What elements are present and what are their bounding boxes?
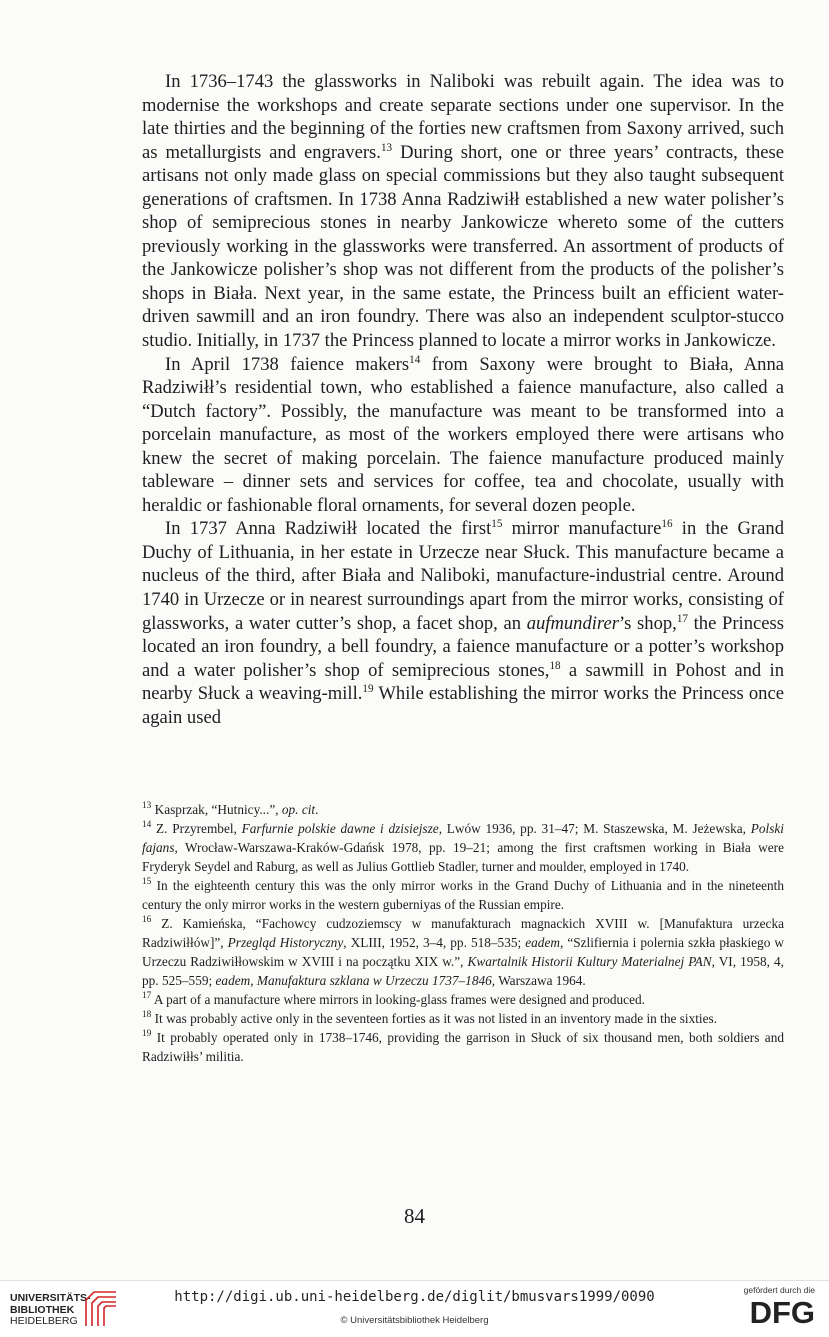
main-text bbox=[142, 70, 784, 729]
footnote-ref-15[interactable]: 15 bbox=[491, 518, 503, 531]
footnote-17: $^{17}$ A part of a manufacture where mirrors in looking-glass frames were designed and produced. bbox=[142, 991, 645, 1007]
funding-note: gefördert durch die bbox=[743, 1285, 815, 1295]
footnote-ref-14[interactable]: 14 bbox=[409, 353, 421, 366]
dfg-logo[interactable]: DFG bbox=[749, 1295, 815, 1330]
footnote-ref-16[interactable]: 16 bbox=[661, 518, 673, 531]
footnote-16: $^{16}$ Z. Kamieńska, “Fachowcy cudzoziemscy w manufakturach magnackich XVIII w. [Manufaktura urzecka Radziwiłłów]”, Przegląd Historyczny, XLIII, 1952, 3–4, pp. 518–535; eadem, “Szlifiernia i polernia szkła płaskiego w Urzeczu Radziwiłłowskim w XVIII i na początku XIX w.”, Kwartalnik Historii Kultury Materialnej PAN, VI, 1958, 4, pp. 525–559; eadem, Manufaktura szklana w Urzeczu 1737–1846, Warszawa 1964. bbox=[142, 915, 784, 988]
permalink-url[interactable]: http://digi.ub.uni-heidelberg.de/diglit/bmusvars1999/0090 bbox=[174, 1289, 655, 1305]
footnotes bbox=[142, 800, 784, 1066]
page-number: 84 bbox=[404, 1204, 425, 1228]
footnote-ref-13[interactable]: 13 bbox=[380, 141, 393, 154]
footnote-13: $^{13}$ Kasprzak, “Hutnicy...”, op. cit. bbox=[142, 801, 319, 817]
footnote-14: $^{14}$ Z. Przyrembel, Farfurnie polskie dawne i dzisiejsze, Lwów 1936, pp. 31–47; M. Staszewska, M. Jeżewska, Polski fajans, Wrocław-Warszawa-Kraków-Gdańsk 1978, pp. 19–21; among the first craftsmen working in Biała were Fryderyk Seydel and Raburg, as well as Julius Gottlieb Stadler, turner and moulder, employed in 1740. bbox=[142, 820, 784, 874]
footnote-19: $^{19}$ It probably operated only in 1738–1746, providing the garrison in Słuck of six thousand men, both soldiers and Radziwiłłs’ militia. bbox=[142, 1029, 784, 1064]
footnote-15: $^{15}$ In the eighteenth century this was the only mirror works in the Grand Duchy of Lithuania and in the nineteenth century the only mirror works in the western guberniyas of the Russian empire. bbox=[142, 877, 784, 912]
footnote-ref-18[interactable]: 18 bbox=[549, 659, 561, 672]
paragraph-2: In April 1738 faience makers$^{14}$ from Saxony were brought to Biała, Anna Radziwiłł’s residential town, who established a faience manufacture, also called a “Dutch factory”. Possibly, the manufacture was meant to be transformed into a porcelain manufacture, as most of the workers employed there were artisans who knew the secret of making porcelain. The faience manufacture produced mainly tableware – dinner sets and services for coffee, tea and chocolate, usually with heraldic or fashionable floral ornaments, for several dozen people. bbox=[142, 353, 784, 516]
paragraph-3: In 1737 Anna Radziwiłł located the first$^{15}$ mirror manufacture$^{16}$ in the Grand Duchy of Lithuania, in her estate in Urzecze near Słuck. This manufacture became a nucleus of the third, after Biała and Naliboki, manufacture-industrial centre. Around 1740 in Urzecze or in nearest surroundings apart from the mirror works, consisting of glassworks, a water cutter’s shop, a facet shop, an aufmundirer’s shop,$^{17}$ the Princess located an iron foundry, a bell foundry, a faience manufacture or a potter’s workshop and a water polisher’s shop of semiprecious stones,$^{18}$ a sawmill in Pohost and in nearby Słuck a weaving-mill.$^{19}$ While establishing the mirror works the Princess once again used bbox=[142, 518, 785, 728]
footnote-18: $^{18}$ It was probably active only in the seventeen forties as it was not listed in an inventory made in the sixties. bbox=[142, 1010, 718, 1026]
library-name[interactable]: UNIVERSITÄTS- BIBLIOTHEK HEIDELBERG bbox=[10, 1292, 91, 1327]
footnote-ref-19[interactable]: 19 bbox=[362, 683, 374, 696]
footnote-ref-17[interactable]: 17 bbox=[676, 612, 688, 625]
copyright-notice: © Universitätsbibliothek Heidelberg bbox=[340, 1315, 489, 1326]
paragraph-1: In 1736–1743 the glassworks in Naliboki was rebuilt again. The idea was to modernise the workshops and create separate sections under one supervisor. In the late thirties and the beginning of the forties new craftsmen from Saxony arrived, such as metallurgists and engravers.$^{13}$ During short, one or three years’ contracts, these artisans not only made glass on special commissions but they also taught subsequent generations of craftsmen. In 1738 Anna Radziwiłł established a new water polisher’s shop of semiprecious stones in nearby Jankowicze whereto some of the cutters previously working in the glassworks were transferred. An assortment of products of the Jankowicze polisher’s shop was not different from the products of the polisher’s shops in Biała. Next year, in the same estate, the Princess built an efficient water-driven sawmill and an iron foundry. There was also an independent sculptor-stucco studio. Initially, in 1737 the Princess planned to locate a mirror works in Jankowicze. bbox=[142, 71, 784, 352]
